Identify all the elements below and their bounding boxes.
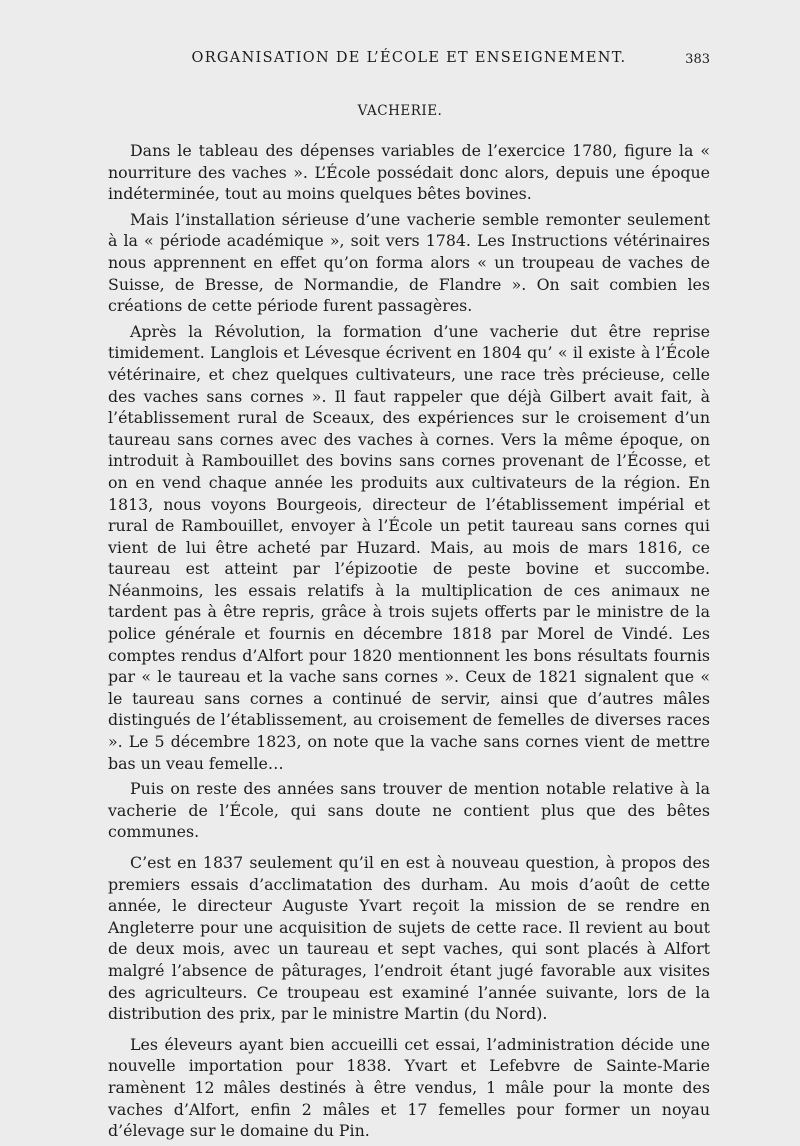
paragraph: Dans le tableau des dépenses variables de l’exercice 1780, figure la « nourriture des vaches ». L’École possédait donc alors, depuis une époque indéterminée, tout au moins quelques bêtes bovines. bbox=[108, 141, 710, 204]
paragraph: C’est en 1837 seulement qu’il en est à nouveau question, à propos des premiers essais d’acclimatation des durham. Au mois d’août de cette année, le directeur Auguste Yvart reçoit la mission de se rendre en Angleterre pour une acquisition de sujets de cette race. Il revient au bout de deux mois, avec un taureau et sept vaches, qui sont placés à Alfort malgré l’absence de pâturages, l’endroit étant jugé favorable aux visites des agriculteurs. Ce troupeau est examiné l’année suivante, lors de la distribution des prix, par le ministre Martin (du Nord). bbox=[108, 853, 710, 1024]
running-header bbox=[108, 50, 710, 66]
paragraph: Les éleveurs ayant bien accueilli cet essai, l’administration décide une nouvelle importation pour 1838. Yvart et Lefebvre de Sainte-Marie ramènent 12 mâles destinés à être vendus, 1 mâle pour la monte des vaches d’Alfort, enfin 2 mâles et 17 femelles pour former un noyau d’élevage sur le domaine du Pin. bbox=[108, 1034, 710, 1141]
section-title: VACHERIE. bbox=[357, 103, 443, 119]
paragraph: Mais l’installation sérieuse d’une vacherie semble remonter seulement à la « période académique », soit vers 1784. Les Instructions vétérinaires nous apprennent en effet qu’on forma alors « un troupeau de vaches de Suisse, de Bresse, de Normandie, de Flandre ». On sait combien les créations de cette période furent passagères. bbox=[108, 209, 710, 316]
paragraph: Puis on reste des années sans trouver de mention notable relative à la vacherie de l’École, qui sans doute ne contient plus que des bêtes communes. bbox=[108, 779, 710, 842]
body-text bbox=[108, 140, 710, 1146]
header-title: ORGANISATION DE L’ÉCOLE ET ENSEIGNEMENT. bbox=[191, 50, 627, 66]
page-number: 383 bbox=[685, 52, 710, 67]
paragraph: Après la Révolution, la formation d’une vacherie dut être reprise timidement. Langlois et Lévesque écrivent en 1804 qu’ « il existe à l’École vétérinaire, et chez quelques cultivateurs, une race très précieuse, celle des vaches sans cornes ». Il faut rappeler que déjà Gilbert avait fait, à l’établissement rural de Sceaux, des expériences sur le croisement d’un taureau sans cornes avec des vaches à cornes. Vers la même époque, on introduit à Rambouillet des bovins sans cornes provenant de l’Écosse, et on en vend chaque année les produits aux cultivateurs de la région. En 1813, nous voyons Bourgeois, directeur de l’établissement impérial et rural de Rambouillet, envoyer à l’École un petit taureau sans cornes qui vient de lui être acheté par Huzard. Mais, au mois de mars 1816, ce taureau est atteint par l’épizootie de peste bovine et succombe. Néanmoins, les essais relatifs à la multiplication de ces animaux ne tardent pas à être repris, grâce à trois sujets offerts par le ministre de la police générale et fournis en décembre 1818 par Morel de Vindé. Les comptes rendus d’Alfort pour 1820 mentionnent les bons résultats fournis par « le taureau et la vache sans cornes ». Ceux de 1821 signalent que « le taureau sans cornes a continué de servir, ainsi que d’autres mâles distingués de l’établissement, au croisement de femelles de diverses races ». Le 5 décembre 1823, on note que la vache sans cornes vient de mettre bas un veau femelle… bbox=[108, 321, 710, 773]
